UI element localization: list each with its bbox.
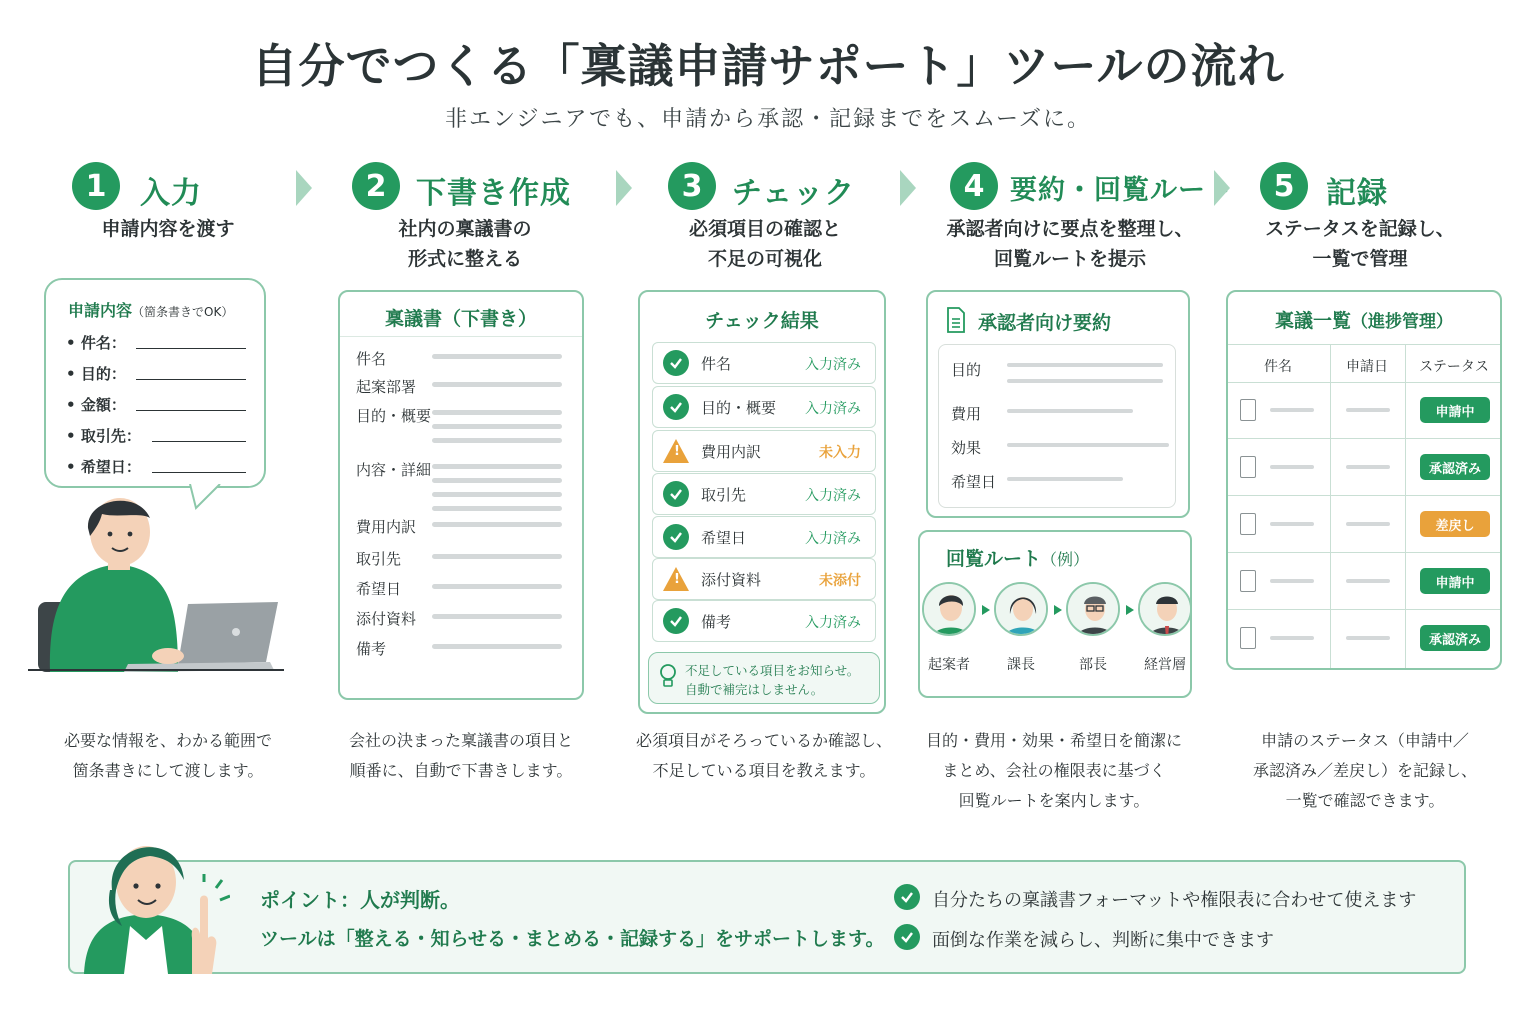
arrow-right-icon [616,170,632,206]
arrow-right-icon [1214,170,1230,206]
step-4-caption: 目的・費用・効果・希望日を簡潔に まとめ、会社の権限表に基づく 回覧ルートを案内します。 [925,731,1182,810]
person-pointing-illustration [80,830,230,974]
check-row: 希望日 入力済み [652,516,876,558]
check-row: 件名 入力済み [652,342,876,384]
step-2-caption: 会社の決まった稟議書の項目と 順番に、自動で下書きします。 [348,731,573,780]
step-3-desc: 必須項目の確認と 不足の可視化 [688,218,841,270]
list-title: 稟議一覧 [1274,310,1351,332]
step-4-number: 4 [950,162,998,210]
summary-title: 承認者向け要約 [978,312,1112,334]
step-3-number: 3 [668,162,716,210]
check-row: 取引先 入力済み [652,473,876,515]
check-icon [663,608,689,634]
step-2-number: 2 [352,162,400,210]
check-title: チェック結果 [705,310,819,332]
check-icon [663,394,689,420]
avatar [1066,582,1120,636]
check-note: 不足している項目をお知らせ。 自動で補完はしません。 [648,652,880,704]
status-badge: 差戻し [1420,511,1490,537]
point-heading: ポイント：人が判断。 [260,888,460,912]
summary-card [926,290,1190,518]
point-text: ツールは「整える・知らせる・まとめる・記録する」をサポートします。 [260,928,885,950]
route-title-note: （例） [1041,550,1090,569]
check-icon [663,524,689,550]
input-field: • 目的： [66,365,126,383]
warning-icon: ! [663,567,689,591]
avatar [994,582,1048,636]
arrow-right-icon [982,605,990,615]
input-bubble-note: （箇条書きでOK） [132,305,234,319]
step-2-desc: 社内の稟議書の 形式に整える [398,218,532,270]
draft-field: 添付資料 [356,610,417,628]
draft-field: 件名 [356,350,387,368]
summary-field: 目的 [951,361,982,379]
table-row [1228,439,1500,496]
draft-field: 費用内訳 [356,518,417,536]
arrow-right-icon [1054,605,1062,615]
check-row: ! 費用内訳 未入力 [652,430,876,472]
step-1-desc: 申請内容を渡す [101,218,235,240]
summary-field: 効果 [951,439,982,457]
draft-field: 起案部署 [356,378,417,396]
input-bubble [44,278,266,488]
summary-field: 費用 [951,405,982,423]
summary-field: 希望日 [951,473,997,491]
table-row [1228,496,1500,553]
draft-field: 備考 [356,640,387,658]
input-field: • 希望日： [66,458,141,476]
draft-field: 希望日 [356,580,402,598]
arrow-right-icon [1126,605,1134,615]
table-row [1228,553,1500,610]
step-1-name: 入力 [140,176,202,211]
draft-field: 目的・概要 [356,407,432,425]
avatar [922,582,976,636]
check-row: 目的・概要 入力済み [652,386,876,428]
step-4-desc: 承認者向けに要点を整理し、 回覧ルートを提示 [946,218,1194,270]
route-person: 経営層 [1144,657,1186,673]
document-icon [1240,570,1256,592]
avatar [1138,582,1192,636]
check-icon [663,481,689,507]
warning-icon: ! [663,439,689,463]
check-card [638,290,886,714]
draft-card [338,290,584,700]
status-badge: 承認済み [1420,454,1490,480]
input-field: • 件名： [66,334,126,352]
point-bullet: 面倒な作業を減らし、判断に集中できます [932,930,1274,951]
page-subtitle: 非エンジニアでも、申請から承認・記録までをスムーズに。 [445,107,1091,132]
arrow-right-icon [296,170,312,206]
list-header: ステータス [1419,359,1489,375]
step-5-caption: 申請のステータス（申請中／ 承認済み／差戻し）を記録し、 一覧で確認できます。 [1252,731,1477,810]
status-badge: 申請中 [1420,568,1490,594]
step-1-caption: 必要な情報を、わかる範囲で 箇条書きにして渡します。 [63,731,272,780]
step-3-caption: 必須項目がそろっているか確認し、 不足している項目を教えます。 [635,731,892,780]
check-icon [663,350,689,376]
step-4-name: 要約・回覧ルート [1010,175,1234,206]
status-badge: 承認済み [1420,625,1490,651]
route-title: 回覧ルート [946,548,1042,570]
point-bullet: 自分たちの稟議書フォーマットや権限表に合わせて使えます [932,890,1417,911]
list-header: 件名 [1264,359,1292,375]
point-box [68,860,1466,974]
check-icon [894,884,920,910]
draft-field: 取引先 [356,550,402,568]
check-row: ! 添付資料 未添付 [652,558,876,600]
list-title-note: （進捗管理） [1351,312,1453,332]
list-header: 申請日 [1346,359,1388,375]
route-person: 起案者 [928,657,970,673]
step-5-number: 5 [1260,162,1308,210]
page-title: 自分でつくる「稟議申請サポート」ツールの流れ [251,39,1285,93]
status-badge: 申請中 [1420,397,1490,423]
document-icon [946,306,966,334]
document-icon [1240,513,1256,535]
list-card [1226,290,1502,670]
check-icon [894,924,920,950]
step-5-desc: ステータスを記録し、 一覧で管理 [1265,218,1455,270]
step-1-number: 1 [72,162,120,210]
route-card [918,530,1192,698]
table-row [1228,382,1500,439]
route-person: 課長 [1007,657,1035,673]
step-2-name: 下書き作成 [416,176,571,211]
step-5-name: 記録 [1326,176,1388,211]
draft-field: 内容・詳細 [356,461,432,479]
route-person: 部長 [1079,657,1107,673]
input-field: • 金額： [66,396,126,414]
document-icon [1240,399,1256,421]
person-with-laptop-illustration [28,492,284,682]
check-row: 備考 入力済み [652,600,876,642]
step-3-name: チェック [732,176,856,211]
document-icon [1240,456,1256,478]
table-row [1228,610,1500,667]
lightbulb-icon [659,663,677,689]
input-bubble-title: 申請内容 [68,301,133,320]
document-icon [1240,627,1256,649]
arrow-right-icon [900,170,916,206]
draft-title: 稟議書（下書き） [384,308,537,330]
input-field: • 取引先： [66,427,141,445]
